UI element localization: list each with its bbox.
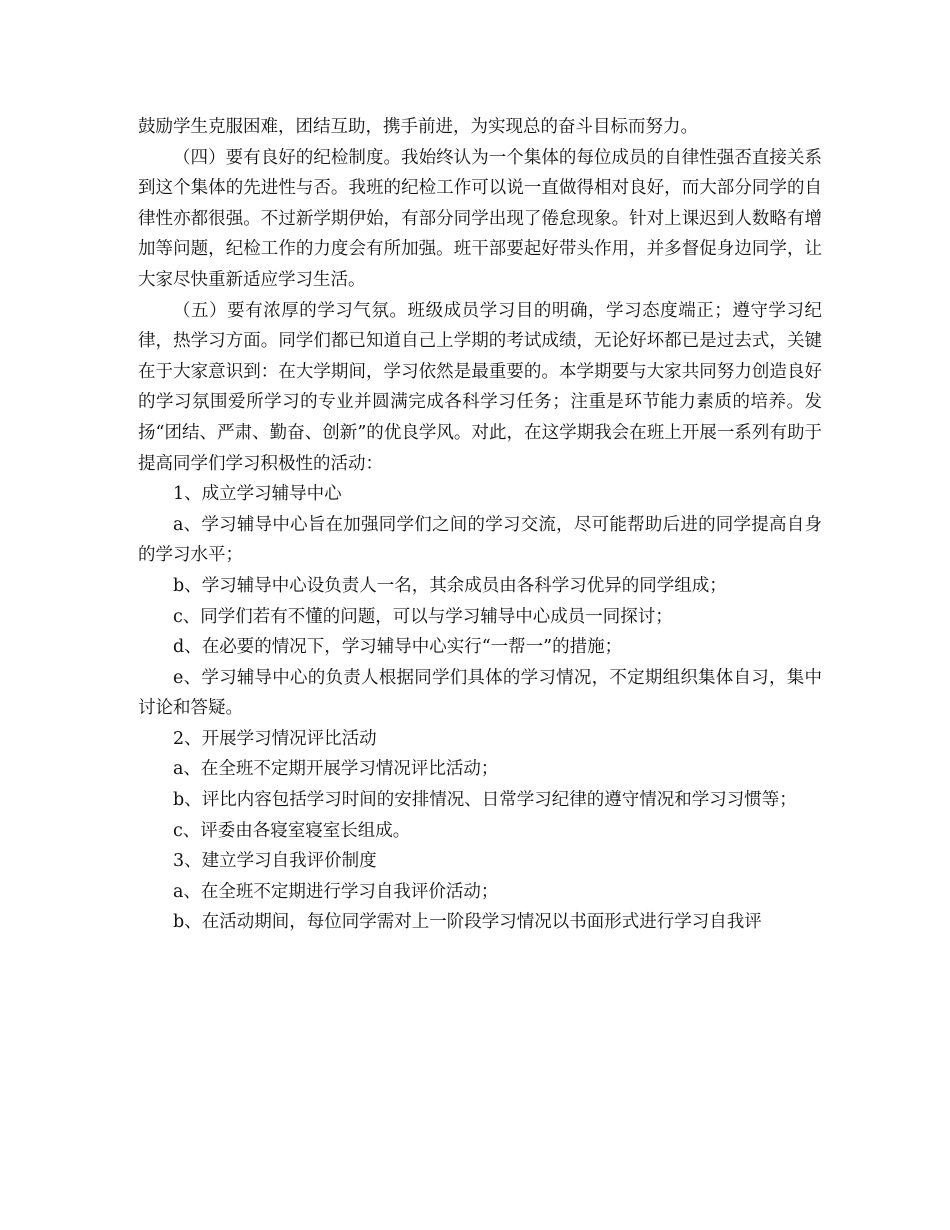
- paragraph-continuation: 鼓励学生克服困难，团结互助，携手前进，为实现总的奋斗目标而努力。: [138, 117, 698, 137]
- list-item: d、在必要的情况下，学习辅导中心实行“一帮一”的措施；: [173, 637, 623, 658]
- list-item: b、在活动期间，每位同学需对上一阶段学习情况以书面形式进行学习自我评: [173, 912, 762, 933]
- document-page: [138, 112, 822, 938]
- list-item: b、评比内容包括学习时间的安排情况、日常学习纪律的遵守情况和学习习惯等；: [173, 790, 797, 811]
- list-heading-study-evaluation: 2、开展学习情况评比活动: [173, 728, 377, 749]
- list-item: a、学习辅导中心旨在加强同学们之间的学习交流，尽可能帮助后进的同学提高自身的学习水平；: [138, 514, 822, 566]
- list-item: e、学习辅导中心的负责人根据同学们具体的学习情况，不定期组织集体自习，集中讨论和答疑。: [138, 667, 822, 719]
- list-heading-self-evaluation: 3、建立学习自我评价制度: [173, 851, 377, 872]
- list-item: c、评委由各寝室寝室长组成。: [173, 820, 411, 841]
- list-heading-tutoring-center: 1、成立学习辅导中心: [173, 484, 342, 505]
- list-item: b、学习辅导中心设负责人一名，其余成员由各科学习优异的同学组成；: [173, 575, 727, 596]
- list-item: c、同学们若有不懂的问题，可以与学习辅导中心成员一同探讨；: [173, 606, 673, 627]
- list-item: a、在全班不定期进行学习自我评价活动；: [173, 881, 499, 902]
- paragraph-study-atmosphere: （五）要有浓厚的学习气氛。班级成员学习目的明确，学习态度端正；遵守学习纪律，热学习方面。同学们都已知道自己上学期的考试成绩，无论好坏都已是过去式，关键在于大家意识到：在大学期间，学习依然是最重要的。本学期要与大家共同努力创造良好的学习氛围爱所学习的专业并圆满完成各科学习任务；注重是环节能力素质的培养。发扬“团结、严肃、勤奋、创新”的优良学风。对此，在这学期我会在班上开展一系列有助于提高同学们学习积极性的活动：: [138, 300, 822, 474]
- list-item: a、在全班不定期开展学习情况评比活动；: [173, 759, 499, 780]
- paragraph-discipline-system: （四）要有良好的纪检制度。我始终认为一个集体的每位成员的自律性强否直接关系到这个集体的先进性与否。我班的纪检工作可以说一直做得相对良好，而大部分同学的自律性亦都很强。不过新学期伊始，有部分同学出现了倦怠现象。针对上课迟到人数略有增加等问题，纪检工作的力度会有所加强。班干部要起好带头作用，并多督促身边同学，让大家尽快重新适应学习生活。: [138, 147, 822, 290]
